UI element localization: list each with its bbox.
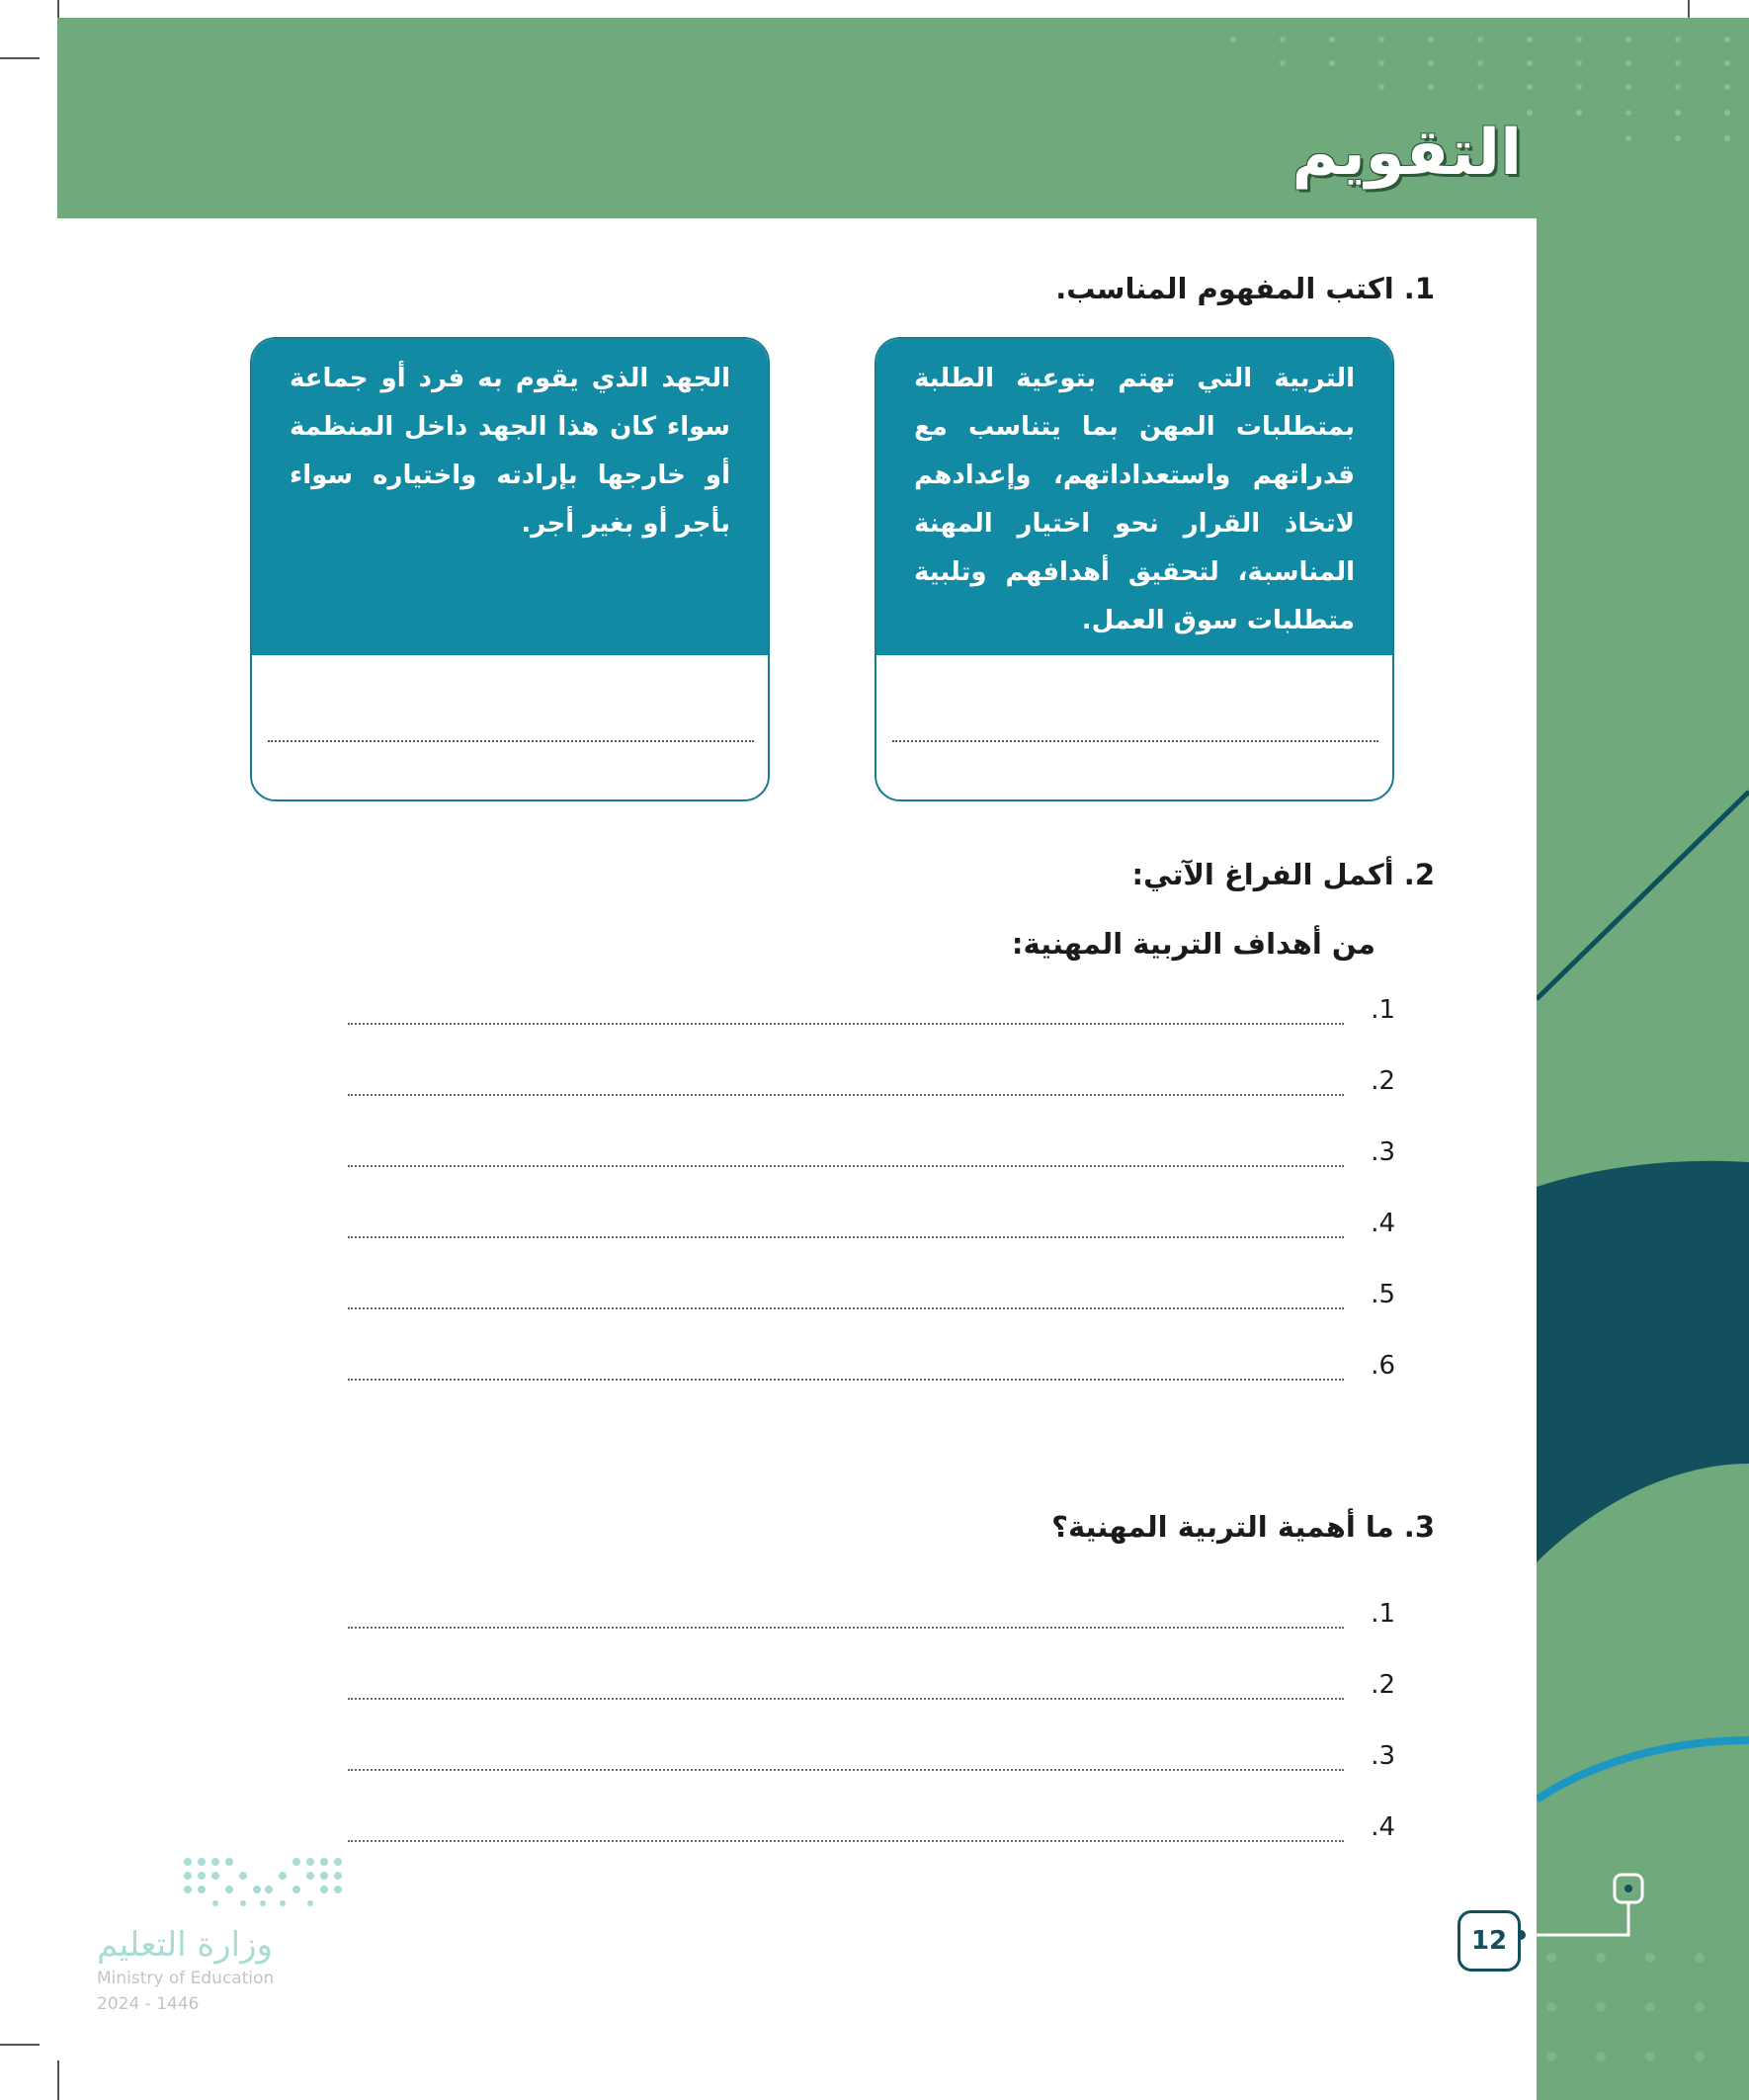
answer-dotted-line[interactable] bbox=[348, 1627, 1344, 1629]
answer-number: 3. bbox=[1371, 1137, 1395, 1167]
side-decoration bbox=[1537, 218, 1749, 2100]
answer-dotted-line[interactable] bbox=[348, 1840, 1344, 1842]
ministry-name-arabic: وزارة التعليم bbox=[97, 1925, 273, 1965]
answer-row[interactable] bbox=[348, 1599, 1395, 1638]
dot-grid-decoration bbox=[1546, 1953, 1705, 2061]
dark-wave-decoration bbox=[1537, 1161, 1749, 1562]
answer-row[interactable] bbox=[348, 1137, 1395, 1177]
card-definition-text: التربية التي تهتم بتوعية الطلبة بمتطلبات المهن بما يتناسب مع قدراتهم واستعداداتهم، وإعدادهم لاتخاذ القرار نحو اختيار المهنة المناسبة، لتحقيق أهدافهم وتلبية متطلبات سوق العمل. bbox=[876, 339, 1392, 655]
answer-blank-line[interactable] bbox=[892, 740, 1378, 742]
concept-card-2 bbox=[250, 337, 770, 801]
question-2-subheading: من أهداف التربية المهنية: bbox=[1011, 927, 1375, 961]
answer-dotted-line[interactable] bbox=[348, 1165, 1344, 1167]
answer-dotted-line[interactable] bbox=[348, 1698, 1344, 1700]
blue-arc-decoration bbox=[1537, 1740, 1749, 1800]
answer-dotted-line[interactable] bbox=[348, 1023, 1344, 1025]
answer-row[interactable] bbox=[348, 1741, 1395, 1781]
answer-row[interactable] bbox=[348, 995, 1395, 1035]
answer-number: 1. bbox=[1371, 1599, 1395, 1629]
answer-number: 5. bbox=[1371, 1280, 1395, 1309]
page-number: 12 bbox=[1458, 1910, 1521, 1972]
answer-number: 1. bbox=[1371, 995, 1395, 1025]
answer-number: 6. bbox=[1371, 1351, 1395, 1381]
answer-row[interactable] bbox=[348, 1066, 1395, 1106]
answer-row[interactable] bbox=[348, 1670, 1395, 1710]
answer-number: 4. bbox=[1371, 1812, 1395, 1842]
answer-dotted-line[interactable] bbox=[348, 1094, 1344, 1096]
page-title: التقويم bbox=[1291, 117, 1522, 190]
card-definition-text: الجهد الذي يقوم به فرد أو جماعة سواء كان هذا الجهد داخل المنظمة أو خارجها بإرادته واختياره سواء بأجر أو بغير أجر. bbox=[252, 339, 768, 655]
answer-dotted-line[interactable] bbox=[348, 1769, 1344, 1771]
answer-row[interactable] bbox=[348, 1351, 1395, 1390]
answer-number: 2. bbox=[1371, 1670, 1395, 1700]
question-1-heading: 1. اكتب المفهوم المناسب. bbox=[1055, 272, 1435, 305]
crop-mark bbox=[0, 57, 40, 59]
answer-number: 3. bbox=[1371, 1741, 1395, 1771]
answer-number: 2. bbox=[1371, 1066, 1395, 1096]
answer-dotted-line[interactable] bbox=[348, 1236, 1344, 1238]
answer-number: 4. bbox=[1371, 1209, 1395, 1238]
answer-dotted-line[interactable] bbox=[348, 1379, 1344, 1381]
crop-mark bbox=[57, 2060, 59, 2100]
ministry-logo-icon bbox=[178, 1854, 356, 1913]
answer-row[interactable] bbox=[348, 1280, 1395, 1319]
ministry-name-english: Ministry of Education bbox=[97, 1969, 275, 1988]
crop-mark bbox=[0, 2044, 40, 2046]
concept-card-1 bbox=[874, 337, 1394, 801]
edition-year: 2024 - 1446 bbox=[97, 1994, 200, 2014]
question-3-heading: 3. ما أهمية التربية المهنية؟ bbox=[1051, 1510, 1435, 1544]
question-2-heading: 2. أكمل الفراغ الآتي: bbox=[1131, 858, 1435, 891]
answer-row[interactable] bbox=[348, 1812, 1395, 1852]
answer-dotted-line[interactable] bbox=[348, 1307, 1344, 1309]
answer-row[interactable] bbox=[348, 1209, 1395, 1248]
answer-blank-line[interactable] bbox=[268, 740, 754, 742]
page-number-connector bbox=[1515, 1873, 1673, 1952]
diagonal-line-decoration bbox=[1537, 792, 1749, 999]
